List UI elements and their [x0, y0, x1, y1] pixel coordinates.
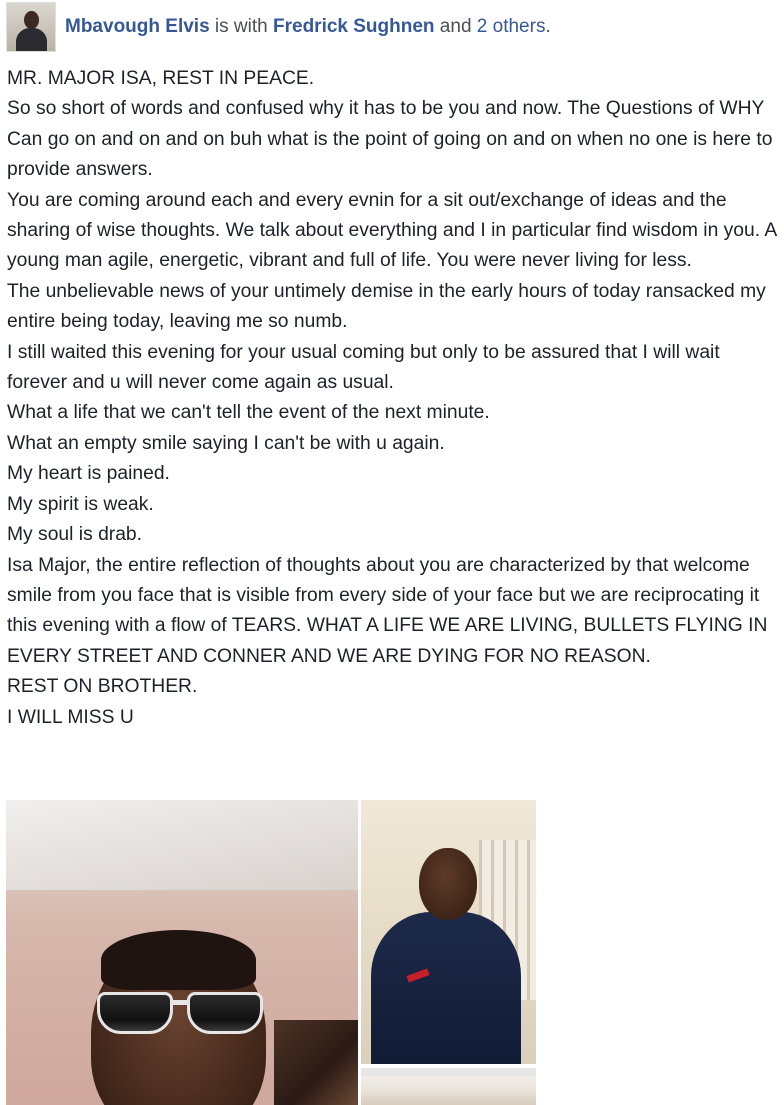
post-line: REST ON BROTHER.	[7, 676, 198, 698]
avatar-body-shape	[16, 28, 47, 52]
sunglasses-left-lens	[97, 992, 173, 1034]
post-message	[7, 64, 777, 733]
avatar-head-shape	[24, 11, 39, 29]
photo-side-face-shape	[419, 848, 477, 920]
post-line: So so short of words and confused why it has to be you and now. The Questions of WHY Can go on and on and on buh what is the point of going on and on when no one is here to provide answers.	[7, 98, 773, 181]
post-line: MR. MAJOR ISA, REST IN PEACE.	[7, 68, 315, 89]
sunglasses-right-lens	[187, 992, 263, 1034]
post-line: You are coming around each and every evnin for a sit out/exchange of ideas and the sharing of wise thoughts. We talk about everything and I in particular find wisdom in you. A young man agile, energetic, vibrant and full of life. You were never living for less.	[7, 189, 777, 272]
photo-ceiling-shape	[6, 800, 358, 890]
post-line: I WILL MISS U	[7, 706, 134, 728]
post-line: My heart is pained.	[7, 463, 170, 485]
post-line: My spirit is weak.	[7, 493, 154, 515]
post-line: What a life that we can't tell the event of the next minute.	[7, 402, 490, 424]
post-line: I still waited this evening for your usual coming but only to be assured that I will wait forever and u will never come again as usual.	[7, 341, 720, 394]
photo-frame-shape	[274, 1020, 358, 1105]
post-line: Isa Major, the entire reflection of thoughts about you are characterized by that welcome smile from you face that is visible from every side of your face but we are reciprocating it this evening with a flow of TEARS. WHAT A LIFE WE ARE LIVING, BULLETS FLYING IN EVERY STREET AND CONNER AND WE ARE DYING FOR NO REASON.	[7, 554, 768, 667]
header-period: .	[545, 16, 551, 37]
photo-hair-shape	[101, 930, 256, 990]
photo-stripe-shape	[361, 1068, 536, 1076]
author-avatar[interactable]	[6, 2, 56, 52]
post-line: What an empty smile saying I can't be with u again.	[7, 432, 445, 454]
photo-side-bottom[interactable]	[361, 1068, 536, 1105]
author-name-link[interactable]: Mbavough Elvis	[65, 16, 210, 37]
photo-main[interactable]	[6, 800, 358, 1105]
tagged-friend-link[interactable]: Fredrick Sughnen	[273, 16, 435, 37]
post-line: My soul is drab.	[7, 524, 143, 546]
post-header	[6, 1, 778, 53]
post-line: The unbelievable news of your untimely demise in the early hours of today ransacked my entire being today, leaving me so numb.	[7, 280, 766, 333]
with-text: is with	[209, 16, 273, 37]
and-text: and	[434, 16, 477, 37]
photo-side-top[interactable]	[361, 800, 536, 1064]
post-header-text	[65, 15, 551, 39]
photo-grid	[6, 800, 538, 1105]
photo-sunglasses-shape	[91, 990, 266, 1030]
others-link[interactable]: 2 others	[476, 16, 546, 37]
photo-shirt-shape	[371, 912, 521, 1064]
